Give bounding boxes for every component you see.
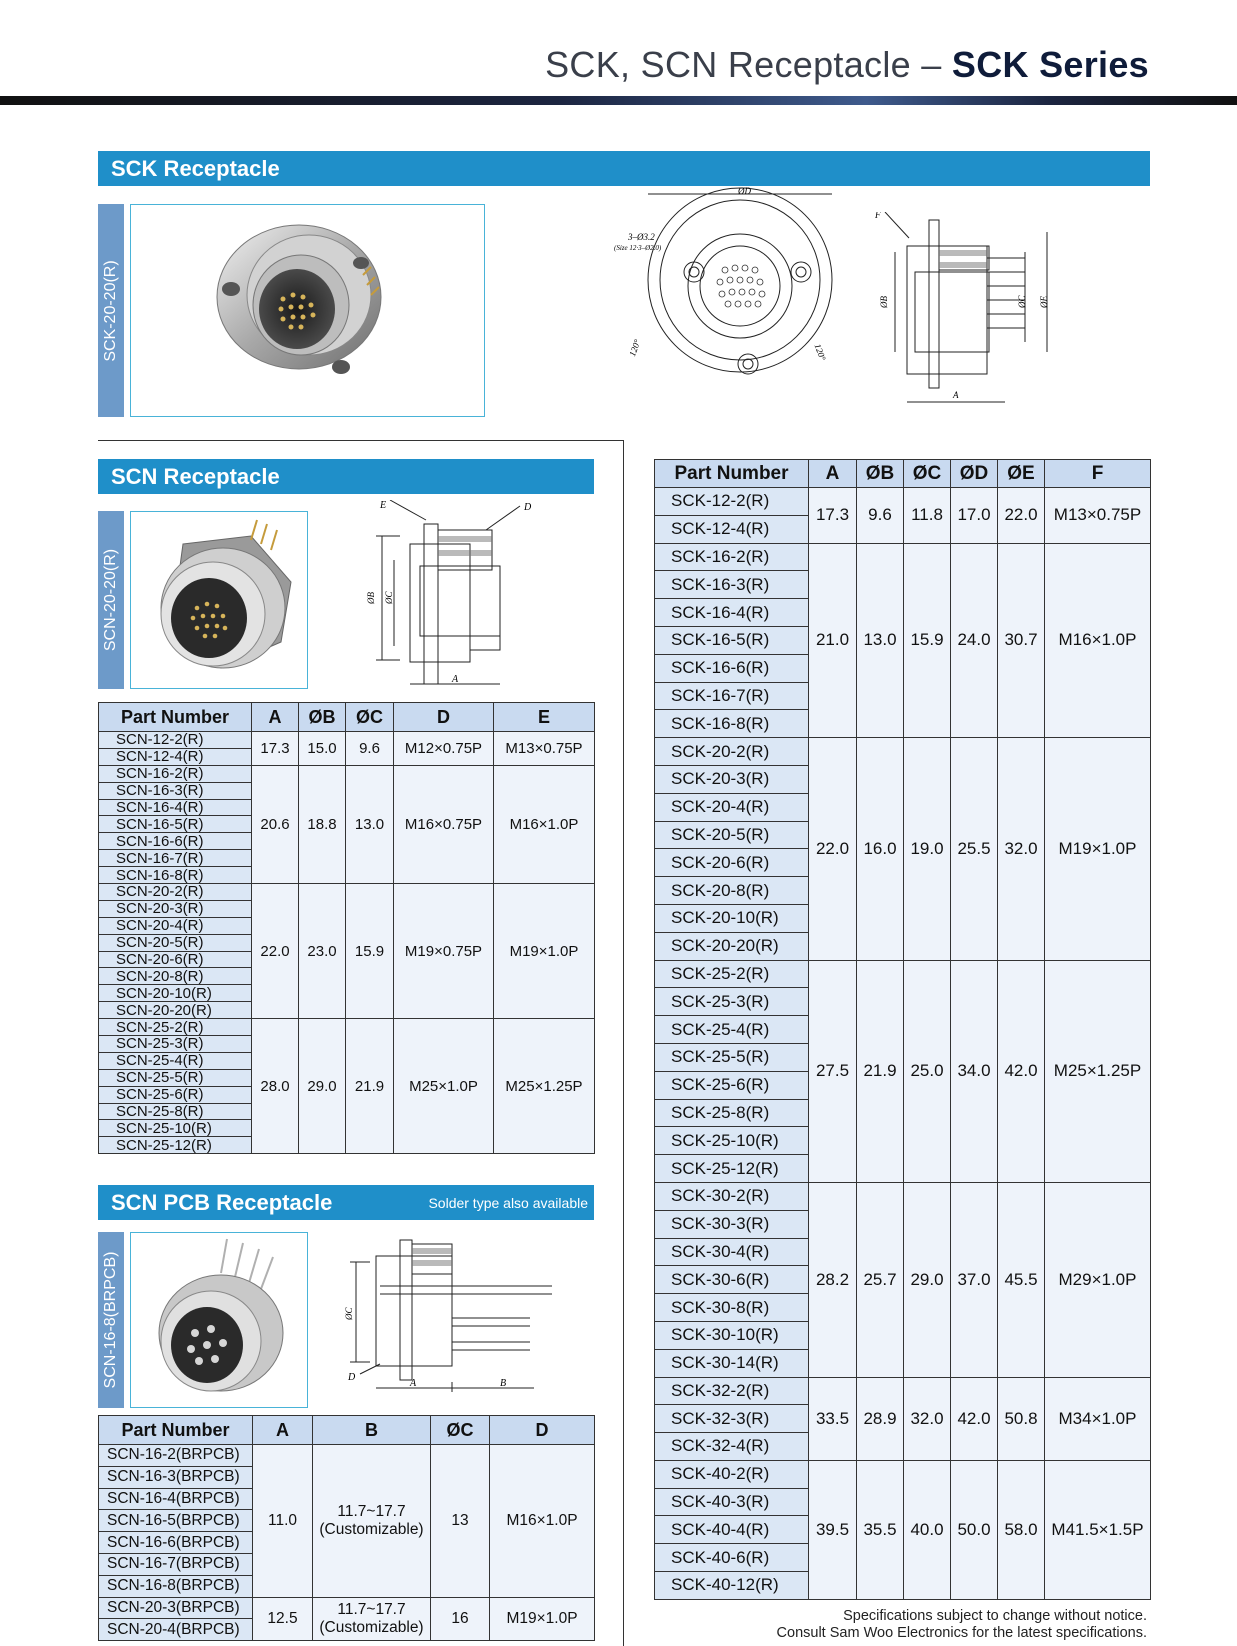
scn-value-cell: 9.6 xyxy=(346,732,394,766)
pcb-connector-illustration xyxy=(131,1233,306,1406)
sck-part-number: SCK-40-3(R) xyxy=(655,1488,809,1516)
scn-part-number: SCN-25-5(R) xyxy=(99,1069,252,1086)
pcb-value-cell: 13 xyxy=(431,1445,490,1598)
scn-part-number: SCN-20-8(R) xyxy=(99,968,252,985)
pcb-header-cell: D xyxy=(490,1416,595,1445)
pcb-header-cell: A xyxy=(253,1416,313,1445)
pcb-value-line: (Customizable) xyxy=(319,1520,424,1538)
sck-part-number: SCK-16-5(R) xyxy=(655,626,809,654)
scn-part-number: SCN-20-3(R) xyxy=(99,900,252,917)
pcb-value-cell: 11.0 xyxy=(253,1445,313,1598)
sck-part-number: SCK-25-8(R) xyxy=(655,1099,809,1127)
scn-part-number: SCN-12-4(R) xyxy=(99,748,252,765)
scn-value-cell: 13.0 xyxy=(346,765,394,883)
sck-part-number: SCK-12-4(R) xyxy=(655,515,809,543)
sck-value-cell: 29.0 xyxy=(904,1182,951,1377)
scn-header-cell: Part Number xyxy=(99,703,252,732)
sck-table-row xyxy=(655,1377,1151,1405)
pcb-part-number: SCN-16-7(BRPCB) xyxy=(99,1553,253,1575)
sck-value-cell: 21.0 xyxy=(809,543,857,738)
pcb-value-line: 11.7~17.7 xyxy=(337,1502,406,1520)
sck-part-number: SCK-32-3(R) xyxy=(655,1405,809,1433)
sck-part-number: SCK-16-2(R) xyxy=(655,543,809,571)
scn-header-cell: ØB xyxy=(299,703,346,732)
scn-side-label: SCN-20-20(R) xyxy=(102,548,119,652)
page-title-prefix: SCK, SCN Receptacle – xyxy=(545,44,942,85)
sck-part-number: SCK-25-6(R) xyxy=(655,1071,809,1099)
scn-part-number: SCN-25-4(R) xyxy=(99,1052,252,1069)
sck-part-number: SCK-20-4(R) xyxy=(655,793,809,821)
pcb-value-line: 11.7~17.7 xyxy=(337,1600,406,1618)
sck-value-cell: 30.7 xyxy=(998,543,1045,738)
sck-side-tab xyxy=(98,204,124,417)
pcb-part-number: SCN-16-8(BRPCB) xyxy=(99,1575,253,1597)
sck-value-cell: 17.3 xyxy=(809,488,857,544)
scn-part-number: SCN-16-3(R) xyxy=(99,782,252,799)
pcb-table-body xyxy=(99,1445,595,1641)
scn-part-number: SCN-25-6(R) xyxy=(99,1086,252,1103)
scn-part-number: SCN-20-20(R) xyxy=(99,1002,252,1019)
pcb-table-header xyxy=(99,1416,595,1445)
sck-part-number: SCK-20-3(R) xyxy=(655,765,809,793)
sck-header-cell: A xyxy=(809,460,857,488)
scn-table-header xyxy=(99,703,595,732)
scn-dim-c: ØC xyxy=(384,591,394,604)
sck-connector-illustration xyxy=(131,205,483,415)
pcb-section-note: Solder type also available xyxy=(428,1194,588,1211)
sck-value-cell: 24.0 xyxy=(951,543,998,738)
sck-part-number: SCK-25-12(R) xyxy=(655,1155,809,1183)
scn-part-number: SCN-16-4(R) xyxy=(99,799,252,816)
pcb-part-number: SCN-16-2(BRPCB) xyxy=(99,1445,253,1467)
page-title-series: SCK Series xyxy=(951,44,1149,85)
sck-header-cell: ØC xyxy=(904,460,951,488)
scn-photo xyxy=(130,511,308,689)
sck-value-cell: 32.0 xyxy=(904,1377,951,1460)
sck-value-cell: M16×1.0P xyxy=(1045,543,1151,738)
scn-table-row xyxy=(99,765,595,782)
pcb-value-cell: M16×1.0P xyxy=(490,1445,595,1598)
pcb-part-number: SCN-16-3(BRPCB) xyxy=(99,1466,253,1488)
sck-part-number: SCK-25-10(R) xyxy=(655,1127,809,1155)
sck-value-cell: M25×1.25P xyxy=(1045,960,1151,1182)
scn-value-cell: 21.9 xyxy=(346,1019,394,1154)
sck-value-cell: 45.5 xyxy=(998,1182,1045,1377)
sck-spec-table xyxy=(654,459,1151,1600)
sck-value-cell: 50.0 xyxy=(951,1460,998,1599)
sck-part-number: SCK-25-4(R) xyxy=(655,1016,809,1044)
sck-value-cell: 28.2 xyxy=(809,1182,857,1377)
sck-value-cell: 22.0 xyxy=(998,488,1045,544)
pcb-side-drawing xyxy=(340,1234,580,1394)
sck-dim-c: ØC xyxy=(1017,295,1027,308)
sck-value-cell: 33.5 xyxy=(809,1377,857,1460)
sck-dim-e: ØE xyxy=(1039,296,1049,308)
scn-table-row xyxy=(99,884,595,901)
sck-part-number: SCK-30-8(R) xyxy=(655,1294,809,1322)
sck-part-number: SCK-20-6(R) xyxy=(655,849,809,877)
sck-part-number: SCK-40-2(R) xyxy=(655,1460,809,1488)
pcb-value-cell: M19×1.0P xyxy=(490,1597,595,1641)
scn-value-cell: 18.8 xyxy=(299,765,346,883)
pcb-value-cell xyxy=(313,1597,431,1641)
scn-header-cell: ØC xyxy=(346,703,394,732)
pcb-section-title xyxy=(98,1185,594,1220)
sck-part-number: SCK-20-8(R) xyxy=(655,877,809,905)
sck-part-number: SCK-32-2(R) xyxy=(655,1377,809,1405)
sck-table-row xyxy=(655,1182,1151,1210)
pcb-table-row xyxy=(99,1445,595,1467)
pcb-dim-a: A xyxy=(410,1378,417,1389)
sck-angle-right: 120° xyxy=(812,342,828,362)
sck-table-row xyxy=(655,543,1151,571)
sck-table-row xyxy=(655,960,1151,988)
sck-part-number: SCK-20-10(R) xyxy=(655,904,809,932)
scn-value-cell: M13×0.75P xyxy=(494,732,595,766)
scn-value-cell: 22.0 xyxy=(252,884,299,1019)
sck-value-cell: 9.6 xyxy=(857,488,904,544)
sck-value-cell: M29×1.0P xyxy=(1045,1182,1151,1377)
sck-part-number: SCK-25-3(R) xyxy=(655,988,809,1016)
sck-value-cell: 25.0 xyxy=(904,960,951,1182)
sck-header-cell: ØE xyxy=(998,460,1045,488)
sck-value-cell: M19×1.0P xyxy=(1045,738,1151,960)
scn-value-cell: M19×0.75P xyxy=(394,884,494,1019)
scn-spec-table xyxy=(98,702,595,1154)
sck-side-drawing xyxy=(875,212,1060,408)
scn-section-title-text: SCN Receptacle xyxy=(111,463,280,489)
scn-value-cell: 15.0 xyxy=(299,732,346,766)
sck-value-cell: 22.0 xyxy=(809,738,857,960)
sck-value-cell: 11.8 xyxy=(904,488,951,544)
pcb-dim-b: B xyxy=(500,1378,507,1389)
sck-header-cell: F xyxy=(1045,460,1151,488)
sck-value-cell: 27.5 xyxy=(809,960,857,1182)
sck-value-cell: M34×1.0P xyxy=(1045,1377,1151,1460)
sck-part-number: SCK-16-6(R) xyxy=(655,654,809,682)
footer-note xyxy=(777,1608,1147,1642)
scn-part-number: SCN-16-8(R) xyxy=(99,867,252,884)
pcb-dim-d: D xyxy=(348,1372,356,1383)
pcb-side-label: SCN-16-8(BRPCB) xyxy=(102,1251,119,1389)
sck-table-header xyxy=(655,460,1151,488)
scn-header-cell: E xyxy=(494,703,595,732)
pcb-part-number: SCN-16-5(BRPCB) xyxy=(99,1510,253,1532)
scn-table-body xyxy=(99,732,595,1154)
scn-value-cell: M25×1.0P xyxy=(394,1019,494,1154)
scn-value-cell: M25×1.25P xyxy=(494,1019,595,1154)
scn-part-number: SCN-25-8(R) xyxy=(99,1103,252,1120)
scn-dim-b: ØB xyxy=(366,592,376,604)
sck-side-label: SCK-20-20(R) xyxy=(102,259,119,362)
scn-part-number: SCN-25-10(R) xyxy=(99,1120,252,1137)
scn-value-cell: M12×0.75P xyxy=(394,732,494,766)
sck-photo xyxy=(130,204,485,417)
sck-part-number: SCK-16-8(R) xyxy=(655,710,809,738)
sck-part-number: SCK-16-7(R) xyxy=(655,682,809,710)
sck-value-cell: 42.0 xyxy=(998,960,1045,1182)
sck-part-number: SCK-16-3(R) xyxy=(655,571,809,599)
sck-value-cell: 50.8 xyxy=(998,1377,1045,1460)
section-divider-vertical xyxy=(623,440,624,1646)
pcb-value-cell: 16 xyxy=(431,1597,490,1641)
sck-value-cell: 34.0 xyxy=(951,960,998,1182)
pcb-part-number: SCN-20-4(BRPCB) xyxy=(99,1619,253,1641)
scn-header-cell: D xyxy=(394,703,494,732)
sck-value-cell: 40.0 xyxy=(904,1460,951,1599)
sck-value-cell: 39.5 xyxy=(809,1460,857,1599)
scn-part-number: SCN-20-4(R) xyxy=(99,917,252,934)
sck-value-cell: M13×0.75P xyxy=(1045,488,1151,544)
pcb-value-cell xyxy=(313,1445,431,1598)
sck-value-cell: 16.0 xyxy=(857,738,904,960)
sck-value-cell: 25.5 xyxy=(951,738,998,960)
pcb-section-title-text: SCN PCB Receptacle xyxy=(111,1189,333,1215)
scn-part-number: SCN-25-12(R) xyxy=(99,1137,252,1154)
sck-table-row xyxy=(655,1460,1151,1488)
sck-part-number: SCK-30-14(R) xyxy=(655,1349,809,1377)
sck-header-cell: ØB xyxy=(857,460,904,488)
sck-part-number: SCK-20-2(R) xyxy=(655,738,809,766)
sck-value-cell: 15.9 xyxy=(904,543,951,738)
sck-value-cell: 19.0 xyxy=(904,738,951,960)
scn-value-cell: M16×0.75P xyxy=(394,765,494,883)
sck-part-number: SCK-25-5(R) xyxy=(655,1043,809,1071)
scn-value-cell: 20.6 xyxy=(252,765,299,883)
sck-part-number: SCK-40-12(R) xyxy=(655,1572,809,1600)
sck-part-number: SCK-30-2(R) xyxy=(655,1182,809,1210)
sck-part-number: SCK-30-3(R) xyxy=(655,1210,809,1238)
scn-value-cell: M16×1.0P xyxy=(494,765,595,883)
title-rule xyxy=(0,96,1237,105)
pcb-part-number: SCN-16-6(BRPCB) xyxy=(99,1532,253,1554)
scn-part-number: SCN-12-2(R) xyxy=(99,732,252,749)
scn-table-row xyxy=(99,732,595,749)
sck-table-body xyxy=(655,488,1151,1600)
sck-value-cell: 17.0 xyxy=(951,488,998,544)
scn-part-number: SCN-16-7(R) xyxy=(99,850,252,867)
page-title xyxy=(545,44,1149,86)
footer-line-1: Specifications subject to change without notice. xyxy=(843,1608,1147,1624)
sck-section-title xyxy=(98,151,1150,186)
pcb-header-cell: Part Number xyxy=(99,1416,253,1445)
sck-dim-holes-note: (Size 12·3–Ø2.0) xyxy=(614,244,662,252)
pcb-part-number: SCN-20-3(BRPCB) xyxy=(99,1597,253,1619)
pcb-table-row xyxy=(99,1597,595,1619)
sck-part-number: SCK-30-10(R) xyxy=(655,1321,809,1349)
pcb-part-number: SCN-16-4(BRPCB) xyxy=(99,1488,253,1510)
scn-part-number: SCN-25-3(R) xyxy=(99,1036,252,1053)
sck-value-cell: 25.7 xyxy=(857,1182,904,1377)
sck-part-number: SCK-30-4(R) xyxy=(655,1238,809,1266)
sck-dim-b: ØB xyxy=(879,296,889,308)
scn-value-cell: 23.0 xyxy=(299,884,346,1019)
scn-dim-e: E xyxy=(380,500,387,511)
scn-part-number: SCN-16-2(R) xyxy=(99,765,252,782)
scn-connector-illustration xyxy=(131,512,306,687)
sck-part-number: SCK-40-4(R) xyxy=(655,1516,809,1544)
pcb-dim-c: ØC xyxy=(344,1307,354,1320)
scn-part-number: SCN-20-5(R) xyxy=(99,934,252,951)
sck-part-number: SCK-20-20(R) xyxy=(655,932,809,960)
sck-value-cell: 21.9 xyxy=(857,960,904,1182)
sck-value-cell: M41.5×1.5P xyxy=(1045,1460,1151,1599)
scn-dim-a: A xyxy=(452,674,459,685)
sck-part-number: SCK-12-2(R) xyxy=(655,488,809,516)
sck-value-cell: 28.9 xyxy=(857,1377,904,1460)
pcb-header-cell: B xyxy=(313,1416,431,1445)
footer-line-2: Consult Sam Woo Electronics for the latest specifications. xyxy=(776,1625,1147,1641)
scn-side-tab xyxy=(98,511,124,689)
sck-part-number: SCK-25-2(R) xyxy=(655,960,809,988)
sck-value-cell: 42.0 xyxy=(951,1377,998,1460)
sck-value-cell: 37.0 xyxy=(951,1182,998,1377)
pcb-value-line: (Customizable) xyxy=(319,1618,424,1636)
sck-table-row xyxy=(655,738,1151,766)
scn-part-number: SCN-16-6(R) xyxy=(99,833,252,850)
sck-part-number: SCK-20-5(R) xyxy=(655,821,809,849)
scn-value-cell: 28.0 xyxy=(252,1019,299,1154)
sck-front-drawing xyxy=(610,186,870,416)
pcb-spec-table xyxy=(98,1415,595,1641)
section-divider-horizontal xyxy=(98,440,623,441)
sck-dim-holes: 3–Ø3.2 xyxy=(628,232,655,242)
scn-part-number: SCN-16-5(R) xyxy=(99,816,252,833)
pcb-value-cell: 12.5 xyxy=(253,1597,313,1641)
scn-header-cell: A xyxy=(252,703,299,732)
sck-dim-d: ØD xyxy=(738,186,751,196)
scn-dim-d: D xyxy=(524,502,532,513)
sck-dim-f: F xyxy=(875,212,881,220)
scn-table-row xyxy=(99,1019,595,1036)
pcb-side-tab xyxy=(98,1232,124,1408)
scn-part-number: SCN-20-2(R) xyxy=(99,884,252,901)
pcb-header-cell: ØC xyxy=(431,1416,490,1445)
sck-section-title-text: SCK Receptacle xyxy=(111,155,280,181)
sck-header-cell: ØD xyxy=(951,460,998,488)
scn-value-cell: 17.3 xyxy=(252,732,299,766)
sck-angle-left: 120° xyxy=(627,338,643,358)
sck-part-number: SCK-16-4(R) xyxy=(655,599,809,627)
sck-part-number: SCK-30-6(R) xyxy=(655,1266,809,1294)
sck-value-cell: 35.5 xyxy=(857,1460,904,1599)
sck-value-cell: 32.0 xyxy=(998,738,1045,960)
scn-value-cell: 15.9 xyxy=(346,884,394,1019)
scn-section-title xyxy=(98,459,594,494)
scn-value-cell: M19×1.0P xyxy=(494,884,595,1019)
scn-part-number: SCN-20-6(R) xyxy=(99,951,252,968)
sck-dim-a: A xyxy=(953,390,959,400)
scn-part-number: SCN-20-10(R) xyxy=(99,985,252,1002)
sck-header-cell: Part Number xyxy=(655,460,809,488)
sck-table-row xyxy=(655,488,1151,516)
scn-value-cell: 29.0 xyxy=(299,1019,346,1154)
sck-value-cell: 13.0 xyxy=(857,543,904,738)
scn-side-drawing xyxy=(360,500,550,690)
scn-part-number: SCN-25-2(R) xyxy=(99,1019,252,1036)
sck-part-number: SCK-32-4(R) xyxy=(655,1433,809,1461)
sck-value-cell: 58.0 xyxy=(998,1460,1045,1599)
pcb-photo xyxy=(130,1232,308,1408)
sck-part-number: SCK-40-6(R) xyxy=(655,1544,809,1572)
